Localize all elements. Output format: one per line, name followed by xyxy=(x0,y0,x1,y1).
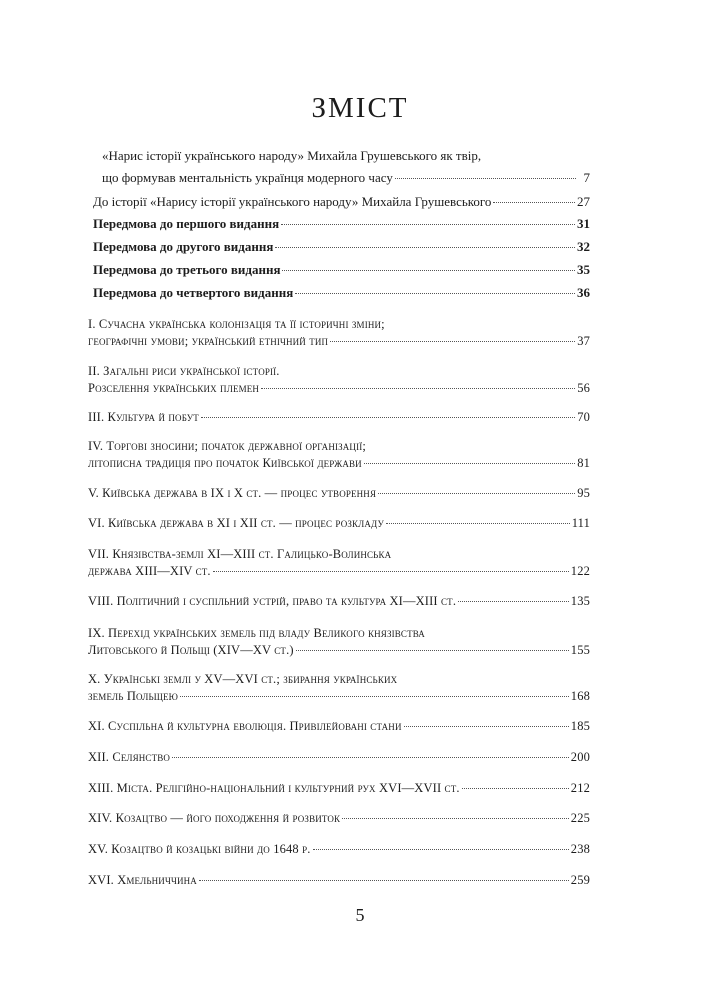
toc-entry-text: XVI. Хмельниччина xyxy=(88,873,197,887)
dot-leader xyxy=(386,523,570,524)
toc-entry-text: III. Культура й побут xyxy=(88,410,199,424)
toc-page-number: 56 xyxy=(577,381,590,395)
toc-entry-text: «Нарис історії українського народу» Михайла Грушевського як твір, xyxy=(102,148,482,163)
toc-entry-line xyxy=(0,749,720,765)
page-number: 5 xyxy=(355,905,365,925)
toc-entry-text: До історії «Нарису історії українського народу» Михайла Грушевського xyxy=(93,194,492,209)
toc-entry-text: держава XIII—XIV ст. xyxy=(88,564,211,578)
toc-entry-text: I. Сучасна українська колонізація та її історичні зміни; xyxy=(88,317,385,331)
toc-entry-text: XIV. Козацтво — його походження й розвиток xyxy=(88,811,341,825)
toc-entry-line xyxy=(0,262,720,278)
toc-entry-text: Передмова до другого видання xyxy=(93,239,274,254)
dot-leader xyxy=(201,417,575,418)
dot-leader xyxy=(330,341,575,342)
dot-leader xyxy=(172,757,569,758)
toc-page-number: 200 xyxy=(570,750,590,764)
toc-entry-line xyxy=(0,363,720,379)
toc-entry-text: що формував ментальність українця модерного часу xyxy=(102,170,393,185)
toc-entry-line xyxy=(0,671,720,687)
toc-entry-line xyxy=(0,485,720,501)
toc-entry-line xyxy=(0,316,720,332)
toc-entry-line xyxy=(0,625,720,641)
toc-entry-line xyxy=(0,148,720,164)
toc-page-number: 81 xyxy=(577,456,590,470)
toc-entry-text: Передмова до четвертого видання xyxy=(93,285,294,300)
page-title: ЗМІСТ xyxy=(311,92,409,124)
toc-entry-text: VII. Князівства-землі XI—XIII ст. Галицько-Волинська xyxy=(88,547,392,561)
toc-entry-line xyxy=(0,438,720,454)
toc-entry-text: II. Загальні риси української історії. xyxy=(88,364,280,378)
toc-entry-text: VI. Київська держава в XI і XII ст. — процес розкладу xyxy=(88,516,384,530)
dot-leader xyxy=(281,224,575,225)
dot-leader xyxy=(213,571,569,572)
dot-leader xyxy=(342,818,569,819)
toc-entry-line xyxy=(0,194,720,210)
toc-page-number: 7 xyxy=(583,170,590,185)
toc-page-number: 122 xyxy=(570,564,590,578)
dot-leader xyxy=(296,650,569,651)
dot-leader xyxy=(275,247,575,248)
dot-leader xyxy=(180,696,569,697)
dot-leader xyxy=(378,493,575,494)
toc-entry-text: географічні умови; український етнічний тип xyxy=(88,334,329,348)
toc-entry-text: X. Українські землі у XV—XVI ст.; збирання українських xyxy=(88,672,398,686)
toc-entry-line xyxy=(0,780,720,796)
toc-entry-line xyxy=(0,563,720,579)
dot-leader xyxy=(282,270,575,271)
dot-leader xyxy=(295,293,575,294)
toc-entry-text: літописна традиція про початок Київської держави xyxy=(88,456,362,470)
toc-page-number: 155 xyxy=(570,643,590,657)
dot-leader xyxy=(261,388,575,389)
toc-entry-line xyxy=(0,810,720,826)
toc-entry-line xyxy=(0,593,720,609)
toc-entry-line xyxy=(0,718,720,734)
toc-page-number: 37 xyxy=(577,334,590,348)
toc-entry-text: IV. Торгові зносини; початок державної організації; xyxy=(88,439,366,453)
toc-entry-text: Литовського й Польщі (XIV—XV ст.) xyxy=(88,643,294,657)
toc-page-number: 95 xyxy=(577,486,590,500)
toc-entry-line xyxy=(0,380,720,396)
toc-entry-text: XII. Селянство xyxy=(88,750,171,764)
toc-page-number: 36 xyxy=(577,285,590,300)
toc-entry-text: XI. Суспільна й культурна еволюція. Привілейовані стани xyxy=(88,719,402,733)
toc-entry-text: земель Польщею xyxy=(88,689,179,703)
toc-page-number: 31 xyxy=(577,216,590,231)
toc-entry-line xyxy=(0,170,720,186)
toc-entry-text: VIII. Політичний і суспільний устрій, право та культура XI—XIII ст. xyxy=(88,594,457,608)
toc-entry-text: Передмова до третього видання xyxy=(93,262,281,277)
toc-entry-line xyxy=(0,333,720,349)
toc-page-number: 259 xyxy=(570,873,590,887)
toc-page-number: 32 xyxy=(577,239,590,254)
dot-leader xyxy=(364,463,575,464)
toc-entry-line xyxy=(0,546,720,562)
toc-page-number: 111 xyxy=(571,516,590,530)
dot-leader xyxy=(462,788,569,789)
toc-page-number: 168 xyxy=(570,689,590,703)
toc-entry-line xyxy=(0,872,720,888)
toc-entry-line xyxy=(0,285,720,301)
toc-page-number: 212 xyxy=(570,781,590,795)
toc-page-number: 135 xyxy=(570,594,590,608)
toc-entry-line xyxy=(0,688,720,704)
dot-leader xyxy=(493,202,575,203)
dot-leader xyxy=(458,601,569,602)
toc-page-number: 225 xyxy=(570,811,590,825)
toc-entry-text: IX. Перехід українських земель під владу Великого князівства xyxy=(88,626,425,640)
toc-entry-line xyxy=(0,409,720,425)
toc-page-number: 185 xyxy=(570,719,590,733)
toc-entry-line xyxy=(0,841,720,857)
toc-entry-text: XV. Козацтво й козацькі війни до 1648 р. xyxy=(88,842,311,856)
toc-entry-line xyxy=(0,239,720,255)
toc-entry-line xyxy=(0,642,720,658)
toc-entry-line xyxy=(0,455,720,471)
dot-leader xyxy=(404,726,569,727)
toc-entry-line xyxy=(0,216,720,232)
toc-entry-text: V. Київська держава в IX і X ст. — процес утворення xyxy=(88,486,377,500)
dot-leader xyxy=(313,849,569,850)
toc-page-number: 35 xyxy=(577,262,590,277)
dot-leader xyxy=(395,178,576,179)
toc-entry-text: XIII. Міста. Релігійно-національний і культурний рух XVI—XVII ст. xyxy=(88,781,460,795)
toc-entry-text: Розселення українських племен xyxy=(88,381,260,395)
toc-page-number: 238 xyxy=(570,842,590,856)
toc-page-number: 27 xyxy=(577,194,590,209)
toc-entry-line xyxy=(0,515,720,531)
toc-entry-text: Передмова до першого видання xyxy=(93,216,280,231)
toc-page-number: 70 xyxy=(577,410,590,424)
dot-leader xyxy=(199,880,569,881)
